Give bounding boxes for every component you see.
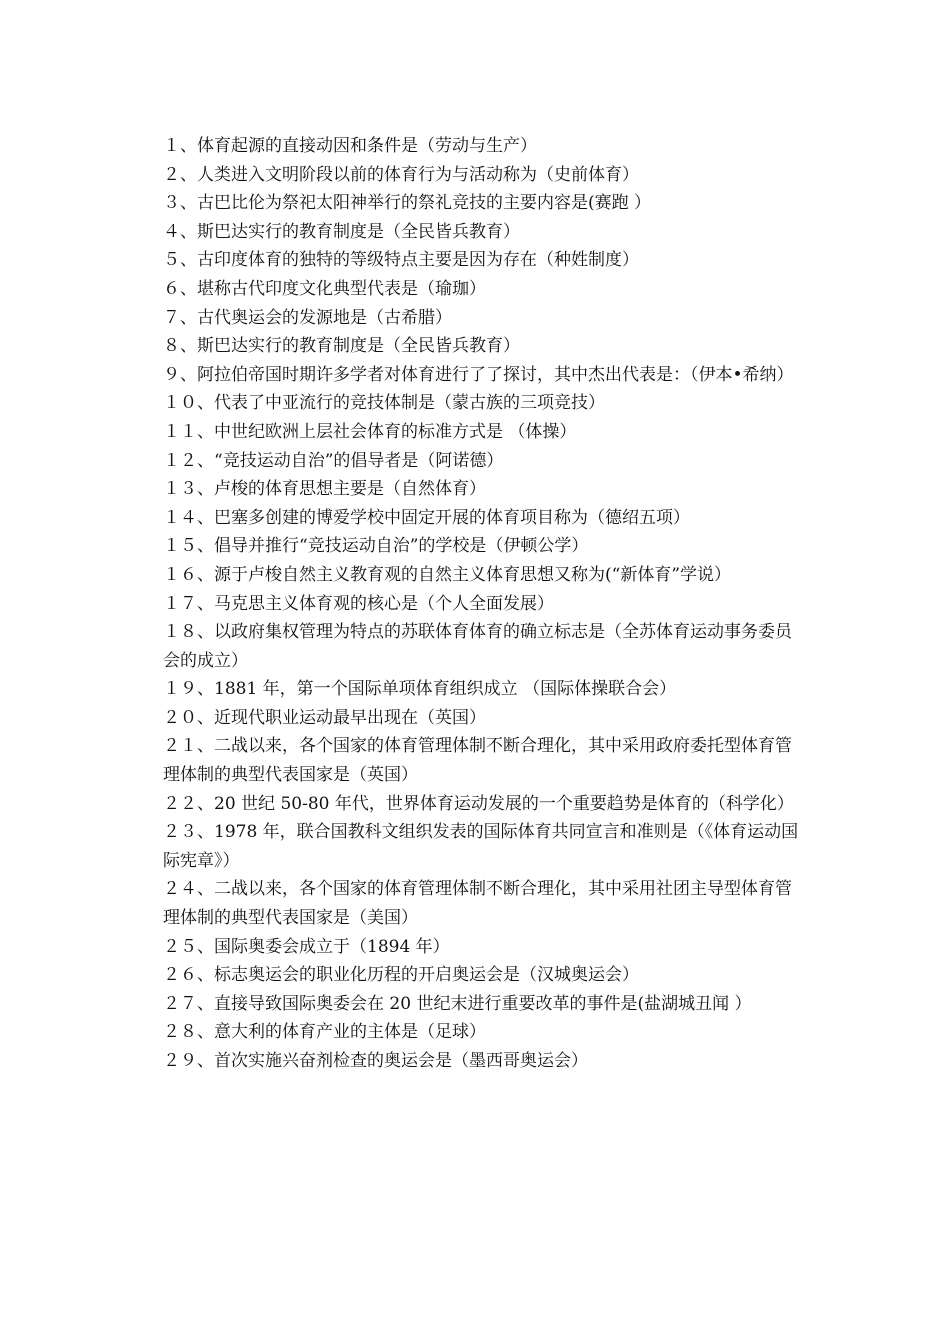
list-item: ２１、二战以来，各个国家的体育管理体制不断合理化，其中采用政府委托型体育管理体制的典型代表国家是（英国） — [163, 736, 792, 786]
list-item: ５、古印度体育的独特的等级特点主要是因为存在（种姓制度） — [163, 250, 639, 271]
question-list — [163, 132, 803, 1076]
list-item: １９、1881 年，第一个国际单项体育组织成立 （国际体操联合会） — [163, 679, 677, 700]
list-item: １８、以政府集权管理为特点的苏联体育体育的确立标志是（全苏体育运动事务委员会的成立） — [163, 622, 792, 671]
list-item: ２７、直接导致国际奥委会在 20 世纪末进行重要改革的事件是(盐湖城丑闻 ） — [163, 993, 752, 1014]
list-item: ２２、20 世纪 50-80 年代，世界体育运动发展的一个重要趋势是体育的（科学化） — [163, 793, 794, 814]
list-item: １５、倡导并推行“竞技运动自治”的学校是（伊顿公学） — [163, 536, 589, 557]
list-item: ４、斯巴达实行的教育制度是（全民皆兵教育） — [163, 221, 520, 242]
list-item: １７、马克思主义体育观的核心是（个人全面发展） — [163, 593, 554, 614]
list-item: ２８、意大利的体育产业的主体是（足球） — [163, 1022, 486, 1043]
list-item: １４、巴塞多创建的博爱学校中固定开展的体育项目称为（德绍五项） — [163, 507, 690, 528]
list-item: １、体育起源的直接动因和条件是（劳动与生产） — [163, 136, 537, 156]
list-item: ６、堪称古代印度文化典型代表是（瑜珈） — [163, 278, 486, 299]
list-item: ３、古巴比伦为祭祀太阳神举行的祭礼竞技的主要内容是(赛跑 ） — [163, 193, 652, 214]
list-item: ２０、近现代职业运动最早出现在（英国） — [163, 707, 486, 728]
list-item: ２９、首次实施兴奋剂检查的奥运会是（墨西哥奥运会） — [163, 1051, 588, 1071]
list-item: １２、“竞技运动自治”的倡导者是（阿诺德） — [163, 450, 504, 471]
list-item: １０、代表了中亚流行的竞技体制是（蒙古族的三项竞技） — [163, 393, 605, 414]
list-item: ２、人类进入文明阶段以前的体育行为与活动称为（史前体育） — [163, 164, 639, 185]
list-item: ２５、国际奥委会成立于（1894 年） — [163, 936, 450, 957]
list-item: ９、阿拉伯帝国时期许多学者对体育进行了了探讨，其中杰出代表是：（伊本•希纳） — [163, 364, 794, 385]
list-item: ２４、二战以来，各个国家的体育管理体制不断合理化，其中采用社团主导型体育管理体制的典型代表国家是（美国） — [163, 879, 792, 929]
list-item: ２３、1978 年，联合国教科文组织发表的国际体育共同宣言和准则是（《体育运动国际宪章》） — [163, 822, 799, 871]
list-item: ７、古代奥运会的发源地是（古希腊） — [163, 307, 452, 328]
list-item: ２６、标志奥运会的职业化历程的开启奥运会是（汉城奥运会） — [163, 965, 639, 986]
list-item: １１、中世纪欧洲上层社会体育的标准方式是 （体操） — [163, 421, 577, 442]
list-item: １３、卢梭的体育思想主要是（自然体育） — [163, 479, 486, 500]
list-item: ８、斯巴达实行的教育制度是（全民皆兵教育） — [163, 336, 520, 357]
list-item: １６、源于卢梭自然主义教育观的自然主义体育思想又称为(“新体育”学说） — [163, 564, 732, 585]
